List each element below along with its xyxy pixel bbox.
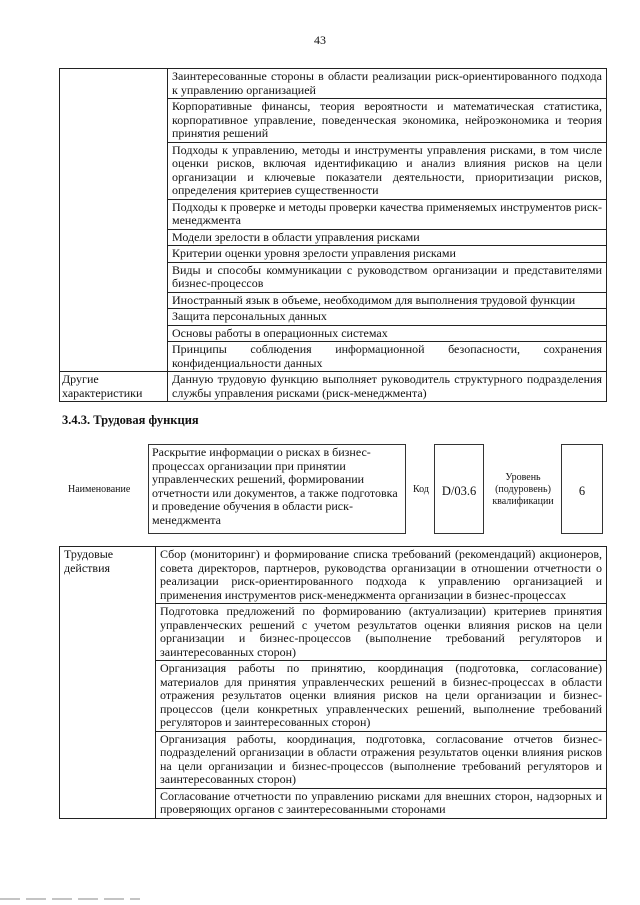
labor-actions-label-spacer — [60, 788, 156, 818]
other-characteristics-text: Данную трудовую функцию выполняет руководитель структурного подразделения службы управления рисками (риск-менеджмента) — [168, 372, 607, 402]
labor-actions-label-spacer — [60, 661, 156, 732]
knowledge-row: Виды и способы коммуникации с руководством организации и представителями бизнес-процессов — [168, 262, 607, 292]
knowledge-row: Критерии оценки уровня зрелости управления рисками — [168, 246, 607, 263]
knowledge-row: Основы работы в операционных системах — [168, 325, 607, 342]
knowledge-row: Подходы к проверке и методы проверки качества применяемых инструментов риск-менеджмента — [168, 199, 607, 229]
scan-edge-mark — [0, 898, 640, 900]
code-label: Код — [413, 484, 429, 495]
labor-actions-label: Трудовые действия — [60, 547, 156, 604]
labor-action-row: Организация работы по принятию, координация (подготовка, согласование) материалов для принятия управленческих решений в бизнес-процессах в области отражения результатов оценки влияния рисков на цели организации и бизнес-процессов (цели конкретных управленческих решений, выполнение требований регуляторов и заинтересованных сторон) — [156, 661, 607, 732]
labor-action-row: Подготовка предложений по формированию (актуализации) критериев принятия управленческих решений с учетом результатов оценки влияния рисков на цели организации и бизнес-процессов (выполнение требований регуляторов и заинтересованных сторон) — [156, 604, 607, 661]
labor-action-row: Организация работы, координация, подготовка, согласование отчетов бизнес-подразделений организации в области отражения результатов оценки влияния рисков на цели организации и бизнес-процессов (выполнение требований регуляторов и заинтересованных сторон) — [156, 731, 607, 788]
code-value-box: D/03.6 — [434, 444, 484, 534]
knowledge-table — [59, 68, 607, 402]
knowledge-row: Корпоративные финансы, теория вероятности и математическая статистика, корпоративное управление, поведенческая экономика, нейроэкономика и теория принятия решений — [168, 99, 607, 143]
knowledge-label-cell — [60, 69, 168, 372]
knowledge-row: Принципы соблюдения информационной безопасности, сохранения конфиденциальности данных — [168, 342, 607, 372]
knowledge-row: Иностранный язык в объеме, необходимом для выполнения трудовой функции — [168, 292, 607, 309]
knowledge-row: Модели зрелости в области управления рисками — [168, 229, 607, 246]
other-characteristics-label: Другие характеристики — [60, 372, 168, 402]
section-title: 3.4.3. Трудовая функция — [62, 413, 199, 427]
name-label: Наименование — [68, 484, 131, 495]
qualification-level-label: Уровень (подуровень) квалификации — [492, 472, 554, 507]
function-name-box: Раскрытие информации о рисках в бизнес-процессах организации при принятии управленческих решений, формировании отчетности или документов, а также подготовка и проведение обучения в области риск-менеджмента — [148, 444, 406, 534]
qualification-level-box: 6 — [561, 444, 603, 534]
labor-actions-table — [59, 546, 607, 819]
labor-actions-label-spacer — [60, 604, 156, 661]
knowledge-row: Защита персональных данных — [168, 309, 607, 326]
labor-action-row: Согласование отчетности по управлению рисками для внешних сторон, надзорных и проверяющих органов с заинтересованными сторонами — [156, 788, 607, 818]
knowledge-row: Заинтересованные стороны в области реализации риск-ориентированного подхода к управлению организацией — [168, 69, 607, 99]
labor-actions-label-spacer — [60, 731, 156, 788]
labor-action-row: Сбор (мониторинг) и формирование списка требований (рекомендаций) акционеров, совета директоров, партнеров, руководства организации в отношении отчетности о реализации риск-ориентированного подхода к управлению организацией и применения инструментов риск-менеджмента организации в бизнес-процессах — [156, 547, 607, 604]
knowledge-row: Подходы к управлению, методы и инструменты управления рисками, в том числе оценки рисков, включая идентификацию и анализ влияния рисков на цели организации и ключевые показатели деятельности, приоритизации рисков, определения критериев существенности — [168, 142, 607, 199]
page-number: 43 — [314, 33, 326, 47]
